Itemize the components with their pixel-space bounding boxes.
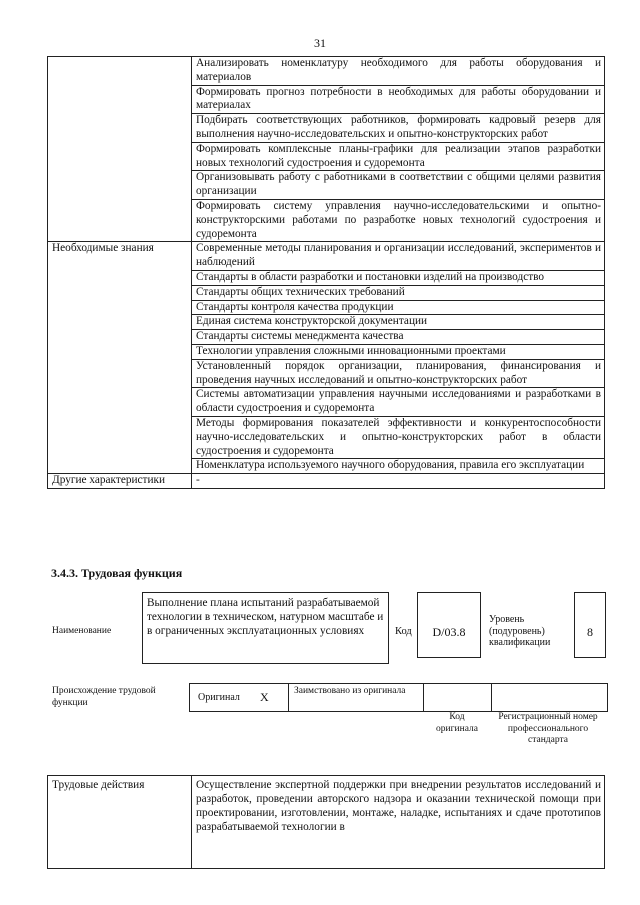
competency-table: [47, 56, 605, 489]
table-cell: Номенклатура используемого научного оборудования, правила его эксплуатации: [192, 459, 605, 474]
row-label-knowledge: Необходимые знания: [48, 242, 192, 474]
table-cell: Формировать систему управления научно-исследовательскими и опытно-конструкторскими работами по разработке новых технологий судостроения и судоремонта: [192, 199, 605, 241]
table-cell: Формировать комплексные планы-графики для реализации этапов разработки новых технологий судостроения и судоремонта: [192, 142, 605, 171]
original-label: Оригинал: [198, 692, 240, 703]
table-cell: Стандарты общих технических требований: [192, 285, 605, 300]
code-box: [417, 592, 481, 658]
table-cell: Организовывать работу с работниками в соответствии с общими целями развития организации: [192, 171, 605, 200]
table-cell: Современные методы планирования и организации исследований, экспериментов и наблюдений: [192, 242, 605, 271]
table-cell: Анализировать номенклатуру необходимого для работы оборудования и материалов: [192, 57, 605, 86]
table-cell: Технологии управления сложными инновационными проектами: [192, 344, 605, 359]
origin-box: [189, 683, 608, 712]
level-box: [574, 592, 606, 658]
actions-table: [47, 775, 605, 869]
divider: [423, 684, 424, 711]
table-cell: -: [192, 474, 605, 489]
code-original-caption: Код оригинала: [436, 712, 478, 734]
table-cell: Единая система конструкторской документации: [192, 315, 605, 330]
page-number: 31: [314, 36, 326, 50]
original-mark: X: [260, 690, 269, 704]
row-label: [48, 57, 192, 242]
table-cell: Стандарты контроля качества продукции: [192, 300, 605, 315]
section-title: 3.4.3. Трудовая функция: [51, 566, 183, 580]
table-cell: Стандарты системы менеджмента качества: [192, 330, 605, 345]
row-label-other: Другие характеристики: [48, 474, 192, 489]
table-row: [48, 776, 605, 869]
origin-label: Происхождение трудовой функции: [52, 686, 156, 708]
table-row: [48, 242, 605, 271]
table-cell: Установленный порядок организации, планирования, финансирования и проведения научных исследований и опытно-конструкторских работ: [192, 359, 605, 388]
code-value: D/03.8: [432, 625, 466, 639]
table-cell: Подбирать соответствующих работников, формировать кадровый резерв для выполнения научно-исследовательских и опытно-конструкторских работ: [192, 114, 605, 143]
table-cell: Формировать прогноз потребности в необходимых для работы оборудовании и материалах: [192, 85, 605, 114]
name-label: Наименование: [52, 626, 112, 636]
reg-number-caption: Регистрационный номер профессионального стандарта: [498, 712, 598, 745]
actions-label: Трудовые действия: [48, 776, 192, 869]
divider: [491, 684, 492, 711]
level-value: 8: [587, 625, 593, 639]
table-cell: Стандарты в области разработки и постановки изделий на производство: [192, 270, 605, 285]
level-label: Уровень (подуровень) квалификации: [489, 614, 551, 648]
table-row: [48, 474, 605, 489]
table-cell: Методы формирования показателей эффективности и конкурентоспособности научно-исследовательских и опытно-конструкторских работ в области судостроения и судоремонта: [192, 416, 605, 458]
code-label: Код: [395, 626, 412, 637]
divider: [288, 684, 289, 711]
actions-text: Осуществление экспертной поддержки при внедрении результатов исследований и разработок, проведении авторского надзора и оказании технической помощи при проектировании, изготовлении, монтаже, наладке, испытаниях и сдаче прототипов разрабатываемой технологии в: [192, 776, 605, 869]
function-name-box: Выполнение плана испытаний разрабатываемой технологии в техническом, натурном масштабе и в ограниченных эксплуатационных условиях: [142, 592, 389, 664]
table-row: [48, 57, 605, 86]
borrowed-label: Заимствовано из оригинала: [294, 686, 406, 696]
table-cell: Системы автоматизации управления научными исследованиями и разработками в области судостроения и судоремонта: [192, 388, 605, 417]
